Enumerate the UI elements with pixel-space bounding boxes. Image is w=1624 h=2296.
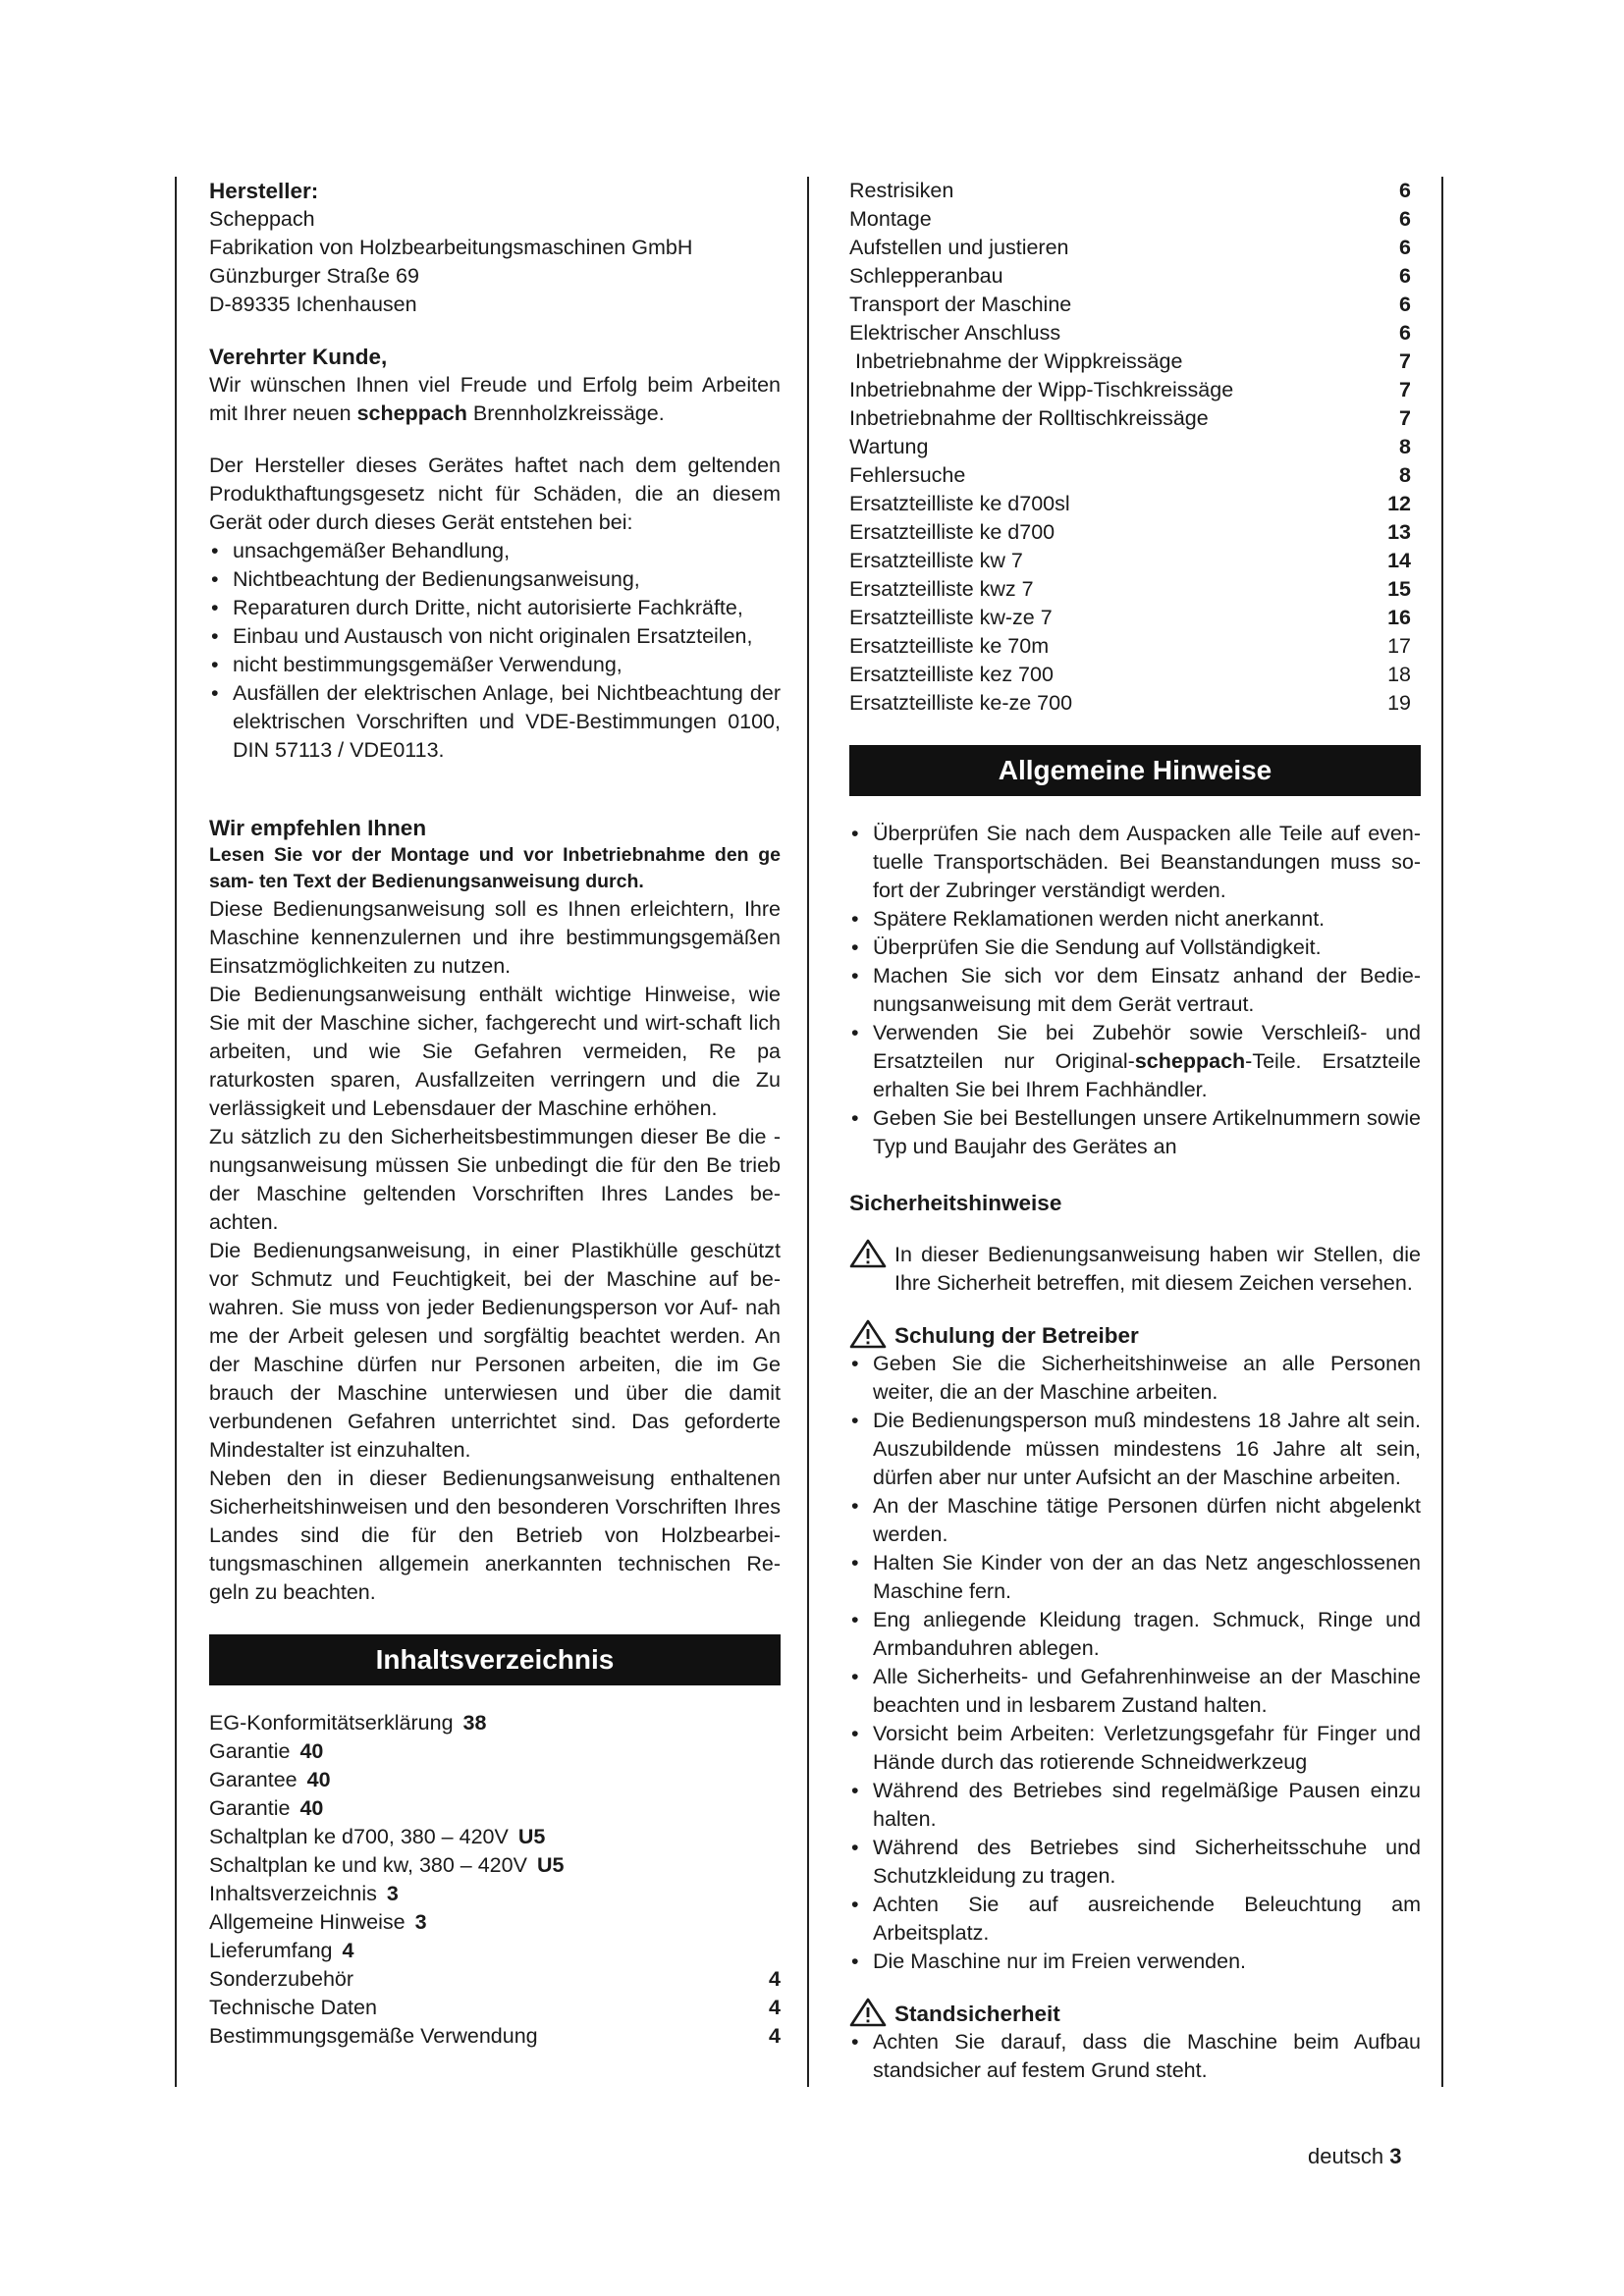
manufacturer-heading: Hersteller: <box>209 179 319 203</box>
toc-label: Lieferumfang <box>209 1939 333 1962</box>
customer-heading: Verehrter Kunde, <box>209 345 388 369</box>
toc-label: Restrisiken <box>849 179 954 202</box>
stability-heading-row <box>849 2000 1421 2028</box>
toc-entry <box>209 1709 781 1737</box>
right-column-rule <box>1441 177 1443 2087</box>
list-item-text: Verwenden Sie bei Zubehör sowie Verschleiß- und Ersatzteilen nur Original- <box>873 1021 1421 1073</box>
toc-entry <box>849 404 1411 433</box>
toc-label: Montage <box>849 207 932 231</box>
safety-heading: Sicherheitshinweise <box>849 1191 1062 1215</box>
list-item: • Reparaturen durch Dritte, nicht autorisierte Fachkräfte, <box>209 594 781 622</box>
list-item: • Während des Betriebes sind Sicherheitsschuhe und Schutzkleidung zu tragen. <box>849 1834 1421 1891</box>
list-item: • Während des Betriebes sind regelmäßige Pausen einzu halten. <box>849 1777 1421 1834</box>
list-item: • Achten Sie auf ausreichende Beleuchtung am Arbeitsplatz. <box>849 1891 1421 1948</box>
toc-list-right <box>849 177 1421 718</box>
toc-entry <box>849 689 1411 718</box>
manufacturer-section <box>209 177 781 319</box>
list-item: • Eng anliegende Kleidung tragen. Schmuck, Ringe und Armbanduhren ablegen. <box>849 1606 1421 1663</box>
brand-name: scheppach <box>1134 1049 1246 1073</box>
list-item <box>849 1019 1421 1104</box>
recommend-paragraph: Zu sätzlich zu den Sicherheitsbestimmungen dieser Be die - nungsanweisung müssen Sie unbedingt die für den Be trieb der Maschine geltenden Vorschriften Ihres Landes be- achten. <box>209 1125 781 1234</box>
toc-label: Allgemeine Hinweise <box>209 1910 406 1934</box>
toc-entry <box>849 518 1411 547</box>
toc-label: Garantie <box>209 1739 291 1763</box>
page-number: 3 <box>1389 2144 1402 2168</box>
liability-paragraph: Der Hersteller dieses Gerätes haftet nach dem geltenden Produkthaftungsgesetz nicht für Schäden, die an diesem Gerät oder durch dieses Gerät entstehen bei: <box>209 454 781 534</box>
toc-label: Inbetriebnahme der Wipp-Tischkreissäge <box>849 378 1234 401</box>
general-section <box>849 745 1421 1161</box>
manufacturer-line: Scheppach <box>209 207 315 231</box>
toc-page: 12 <box>1387 492 1411 515</box>
toc-entry <box>209 1880 781 1908</box>
list-item: • Überprüfen Sie nach dem Auspacken alle Teile auf even- tuelle Transportschäden. Bei Beanstandungen muss so- fort der Zubringer verständigt werden. <box>849 820 1421 905</box>
safety-intro <box>849 1241 1421 1298</box>
right-column <box>849 177 1421 2085</box>
toc-label: Ersatzteilliste ke d700 <box>849 520 1056 544</box>
general-list <box>849 820 1421 1161</box>
page-footer <box>1308 2144 1401 2169</box>
toc-entry <box>209 1823 781 1851</box>
toc-label: Fehlersuche <box>849 463 966 487</box>
safety-intro-text: In dieser Bedienungsanweisung haben wir Stellen, die Ihre Sicherheit betreffen, mit diesem Zeichen versehen. <box>894 1243 1421 1295</box>
toc-entry <box>849 433 1411 461</box>
toc-page: 13 <box>1387 520 1411 544</box>
toc-label: Schaltplan ke d700, 380 – 420V <box>209 1825 509 1848</box>
toc-page: 6 <box>1399 179 1411 202</box>
recommend-section <box>209 814 781 1607</box>
toc-page: 14 <box>1387 549 1411 572</box>
toc-entry <box>849 661 1411 689</box>
toc-label: Sonderzubehör <box>209 1967 354 1991</box>
stability-list <box>849 2028 1421 2085</box>
toc-label: Ersatzteilliste kw 7 <box>849 549 1023 572</box>
recommend-heading: Wir empfehlen Ihnen <box>209 816 427 840</box>
stability-heading: Standsicherheit <box>894 2002 1060 2026</box>
left-column-rule <box>175 177 177 2087</box>
training-heading: Schulung der Betreiber <box>894 1323 1139 1348</box>
safety-section <box>849 1189 1421 2085</box>
footer-language: deutsch <box>1308 2144 1384 2168</box>
toc-page: 38 <box>462 1711 487 1735</box>
list-item: • Geben Sie die Sicherheitshinweise an alle Personen weiter, die an der Maschine arbeiten. <box>849 1350 1421 1407</box>
toc-entry <box>849 461 1411 490</box>
recommend-paragraph: Die Bedienungsanweisung enthält wichtige Hinweise, wie Sie mit der Maschine sicher, fachgerecht und wirt-schaft lich arbeiten, und wie Sie Gefahren vermeiden, Re pa raturkosten sparen, Ausfallzeiten verringern und die Zu verlässigkeit und Lebensdauer der Maschine erhöhen. <box>209 983 781 1120</box>
toc-entry <box>849 604 1411 632</box>
toc-label: Ersatzteilliste kw-ze 7 <box>849 606 1053 629</box>
manufacturer-line: D-89335 Ichenhausen <box>209 293 417 316</box>
toc-label: Ersatzteilliste ke 70m <box>849 634 1050 658</box>
toc-label: Schaltplan ke und kw, 380 – 420V <box>209 1853 527 1877</box>
toc-page: 6 <box>1399 293 1411 316</box>
toc-page: 8 <box>1399 435 1411 458</box>
center-column-rule <box>807 177 809 2087</box>
list-item: • Die Bedienungsperson muß mindestens 18 Jahre alt sein. Auszubildende müssen mindestens 16 Jahre alt sein, dürfen aber nur unter Aufsicht an der Maschine arbeiten. <box>849 1407 1421 1492</box>
list-item: • Ausfällen der elektrischen Anlage, bei Nichtbeachtung der elektrischen Vorschriften und VDE-Bestimmungen 0100, DIN 57113 / VDE0113. <box>209 679 781 765</box>
recommend-bold-text: Lesen Sie vor der Montage und vor Inbetriebnahme den ge sam- ten Text der Bedienungsanweisung durch. <box>209 844 781 892</box>
toc-section <box>209 1634 781 2051</box>
toc-label: Garantee <box>209 1768 298 1791</box>
toc-entry <box>209 1766 781 1794</box>
toc-page: 3 <box>414 1910 427 1934</box>
toc-page: U5 <box>536 1853 565 1877</box>
left-column <box>209 177 781 2051</box>
toc-page: 8 <box>1399 463 1411 487</box>
training-list <box>849 1350 1421 1976</box>
customer-intro-text: Brennholzkreissäge. <box>466 401 665 425</box>
toc-label: Technische Daten <box>209 1996 377 2019</box>
toc-label: Inhaltsverzeichnis <box>209 1882 377 1905</box>
toc-page: 16 <box>1387 606 1411 629</box>
list-item: • nicht bestimmungsgemäßer Verwendung, <box>209 651 781 679</box>
toc-entry <box>849 490 1411 518</box>
list-item: • Achten Sie darauf, dass die Maschine beim Aufbau standsicher auf festem Grund steht. <box>849 2028 1421 2085</box>
manufacturer-line: Fabrikation von Holzbearbeitungsmaschinen GmbH <box>209 236 693 259</box>
toc-label: Elektrischer Anschluss <box>849 321 1061 345</box>
list-item: • Geben Sie bei Bestellungen unsere Artikelnummern sowie Typ und Baujahr des Gerätes an <box>849 1104 1421 1161</box>
toc-entry <box>209 1851 781 1880</box>
list-item: • Einbau und Austausch von nicht originalen Ersatzteilen, <box>209 622 781 651</box>
training-heading-row <box>849 1321 1421 1350</box>
toc-entry <box>849 376 1411 404</box>
toc-page: 4 <box>769 2024 781 2048</box>
toc-banner: Inhaltsverzeichnis <box>209 1634 781 1685</box>
toc-entry <box>849 291 1411 319</box>
toc-entry <box>849 347 1411 376</box>
recommend-paragraph: Die Bedienungsanweisung, in einer Plastikhülle geschützt vor Schmutz und Feuchtigkeit, bei der Maschine auf be- wahren. Sie muss von jeder Bedienungsperson vor Auf- nah me der Arbeit gelesen und sorgfältig beachtet werden. An der Maschine dürfen nur Personen arbeiten, die im Ge brauch der Maschine unterwiesen und über die damit verbundenen Gefahren unterrichtet sind. Das geforderte Mindestalter ist einzuhalten. <box>209 1239 781 1462</box>
toc-page: 19 <box>1387 691 1411 715</box>
toc-label: Ersatzteilliste ke d700sl <box>849 492 1070 515</box>
list-item: • Vorsicht beim Arbeiten: Verletzungsgefahr für Finger und Hände durch das rotierende Schneidwerkzeug <box>849 1720 1421 1777</box>
toc-label: Ersatzteilliste kez 700 <box>849 663 1054 686</box>
customer-section <box>209 343 781 765</box>
toc-page: 40 <box>306 1768 331 1791</box>
toc-entry <box>849 547 1411 575</box>
toc-list-left <box>209 1709 781 2051</box>
toc-entry <box>849 177 1411 205</box>
toc-page: 18 <box>1387 663 1411 686</box>
toc-page: 7 <box>1399 349 1411 373</box>
list-item: • Die Maschine nur im Freien verwenden. <box>849 1948 1421 1976</box>
toc-entry <box>209 2022 781 2051</box>
toc-entry <box>849 234 1411 262</box>
toc-page: 7 <box>1399 406 1411 430</box>
warning-triangle-icon <box>849 1239 887 1268</box>
toc-entry <box>849 205 1411 234</box>
toc-entry <box>849 632 1411 661</box>
recommend-paragraph: Diese Bedienungsanweisung soll es Ihnen erleichtern, Ihre Maschine kennenzulernen und ihre bestimmungsgemäßen Einsatzmöglichkeiten zu nutzen. <box>209 897 781 978</box>
toc-page: 6 <box>1399 207 1411 231</box>
list-item: • Überprüfen Sie die Sendung auf Vollständigkeit. <box>849 934 1421 962</box>
brand-name: scheppach <box>356 401 467 425</box>
toc-entry <box>209 1965 781 1994</box>
toc-page: 6 <box>1399 236 1411 259</box>
toc-page: 3 <box>386 1882 399 1905</box>
toc-page: 7 <box>1399 378 1411 401</box>
toc-page: 15 <box>1387 577 1411 601</box>
toc-page: 17 <box>1387 634 1411 658</box>
list-item-text: -Teile. Ersatzteile erhalten Sie bei Ihrem Fachhändler. <box>873 1049 1421 1101</box>
toc-page: 6 <box>1399 321 1411 345</box>
toc-entry <box>209 1908 781 1937</box>
toc-label: Wartung <box>849 435 929 458</box>
toc-page: U5 <box>517 1825 546 1848</box>
customer-intro-text: Wir wünschen Ihnen viel Freude und Erfolg beim Arbeiten mit Ihrer neuen <box>209 373 781 425</box>
toc-page: 4 <box>769 1967 781 1991</box>
toc-label: Ersatzteilliste kwz 7 <box>849 577 1034 601</box>
toc-entry <box>849 319 1411 347</box>
toc-label: Schlepperanbau <box>849 264 1003 288</box>
toc-label: Garantie <box>209 1796 291 1820</box>
toc-label: Bestimmungsgemäße Verwendung <box>209 2024 538 2048</box>
toc-entry <box>849 262 1411 291</box>
toc-entry <box>209 1737 781 1766</box>
manufacturer-line: Günzburger Straße 69 <box>209 264 419 288</box>
liability-list <box>209 537 781 765</box>
toc-label: EG-Konformitätserklärung <box>209 1711 454 1735</box>
list-item: • Machen Sie sich vor dem Einsatz anhand der Bedie- nungsanweisung mit dem Gerät vertraut. <box>849 962 1421 1019</box>
toc-entry <box>209 1994 781 2022</box>
general-banner: Allgemeine Hinweise <box>849 745 1421 796</box>
list-item: • Alle Sicherheits- und Gefahrenhinweise an der Maschine beachten und in lesbarem Zustand halten. <box>849 1663 1421 1720</box>
toc-page: 40 <box>299 1796 324 1820</box>
toc-entry <box>209 1937 781 1965</box>
toc-page: 6 <box>1399 264 1411 288</box>
list-item: • unsachgemäßer Behandlung, <box>209 537 781 565</box>
warning-triangle-icon <box>849 1319 887 1349</box>
toc-page: 40 <box>299 1739 324 1763</box>
list-item: • An der Maschine tätige Personen dürfen nicht abgelenkt werden. <box>849 1492 1421 1549</box>
toc-label: Transport der Maschine <box>849 293 1072 316</box>
toc-entry <box>849 575 1411 604</box>
toc-page: 4 <box>342 1939 354 1962</box>
warning-triangle-icon <box>849 1998 887 2027</box>
toc-page: 4 <box>769 1996 781 2019</box>
toc-label: Ersatzteilliste ke-ze 700 <box>849 691 1073 715</box>
toc-entry <box>209 1794 781 1823</box>
toc-label: Inbetriebnahme der Rolltischkreissäge <box>849 406 1209 430</box>
list-item: • Nichtbeachtung der Bedienungsanweisung, <box>209 565 781 594</box>
recommend-paragraph: Neben den in dieser Bedienungsanweisung enthaltenen Sicherheitshinweisen und den besonderen Vorschriften Ihres Landes sind die für den Betrieb von Holzbearbei- tungsmaschinen allgemein anerkannten technischen Re- geln zu beachten. <box>209 1467 781 1604</box>
list-item: • Halten Sie Kinder von der an das Netz angeschlossenen Maschine fern. <box>849 1549 1421 1606</box>
toc-label: Aufstellen und justieren <box>849 236 1069 259</box>
customer-intro <box>209 371 781 428</box>
list-item: • Spätere Reklamationen werden nicht anerkannt. <box>849 905 1421 934</box>
toc-label: Inbetriebnahme der Wippkreissäge <box>849 349 1183 373</box>
